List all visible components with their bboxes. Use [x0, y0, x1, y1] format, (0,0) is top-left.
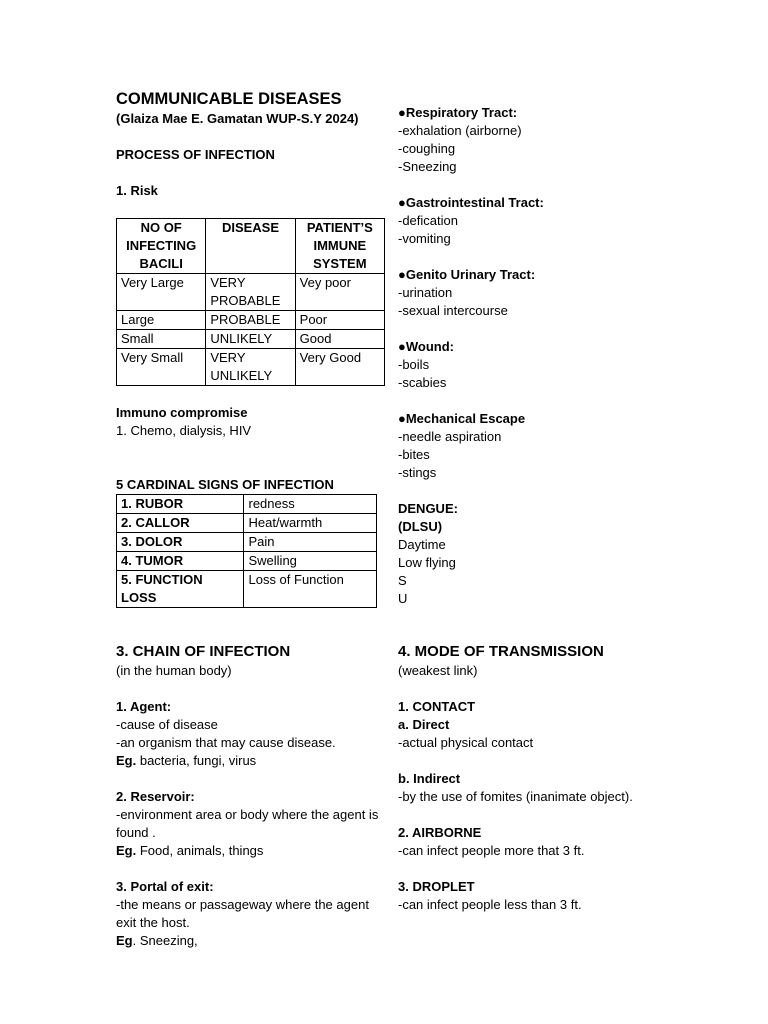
- table-row: [117, 311, 385, 330]
- table-cell: 2. CALLOR: [117, 514, 244, 533]
- table-cell: Swelling: [244, 552, 377, 571]
- table-row: [117, 330, 385, 349]
- agent-line: -cause of disease: [116, 717, 218, 732]
- table-cell: PROBABLE: [206, 311, 295, 330]
- right-column: [398, 104, 668, 914]
- table-row: [117, 552, 377, 571]
- list-item: -bites: [398, 447, 430, 462]
- page-title: COMMUNICABLE DISEASES: [116, 90, 342, 108]
- airborne-heading: 2. AIRBORNE: [398, 825, 482, 840]
- risk-heading: 1. Risk: [116, 183, 158, 198]
- table-cell: Poor: [295, 311, 384, 330]
- table-cell: VERY PROBABLE: [206, 274, 295, 311]
- table-row: [117, 571, 377, 608]
- reservoir-line: -environment area or body where the agent is found .: [116, 807, 379, 840]
- agent-line: -an organism that may cause disease.: [116, 735, 336, 750]
- direct-text: -actual physical contact: [398, 735, 534, 750]
- portal-group-heading: ●Wound:: [398, 339, 454, 354]
- indirect-text: -by the use of fomites (inanimate object).: [398, 789, 633, 804]
- direct-heading: a. Direct: [398, 717, 450, 732]
- portal-group-heading: ●Gastrointestinal Tract:: [398, 195, 544, 210]
- table-cell: Heat/warmth: [244, 514, 377, 533]
- list-item: -exhalation (airborne): [398, 123, 522, 138]
- portal-heading: 3. Portal of exit:: [116, 879, 214, 894]
- portal-example: [116, 932, 386, 950]
- mode-heading: 4. MODE OF TRANSMISSION: [398, 643, 604, 660]
- list-item: Daytime: [398, 537, 446, 552]
- example-label: Eg.: [116, 843, 137, 858]
- table-header-cell: NO OF INFECTING BACILI: [117, 219, 206, 274]
- table-cell: 3. DOLOR: [117, 533, 244, 552]
- list-item: U: [398, 591, 408, 606]
- portal-group-heading: ●Genito Urinary Tract:: [398, 267, 536, 282]
- example-label: Eg: [116, 933, 133, 948]
- portal-line: -the means or passageway where the agent exit the host.: [116, 897, 369, 930]
- immuno-item: 1. Chemo, dialysis, HIV: [116, 423, 252, 438]
- table-cell: Loss of Function: [244, 571, 377, 608]
- list-item: -needle aspiration: [398, 429, 502, 444]
- table-row: [117, 495, 377, 514]
- table-cell: 1. RUBOR: [117, 495, 244, 514]
- author-line: (Glaiza Mae E. Gamatan WUP-S.Y 2024): [116, 111, 359, 126]
- table-cell: Pain: [244, 533, 377, 552]
- table-cell: Large: [117, 311, 206, 330]
- cardinal-signs-table: [116, 494, 377, 608]
- table-header-row: [117, 219, 385, 274]
- table-cell: Vey poor: [295, 274, 384, 311]
- example-text: . Sneezing,: [132, 933, 198, 948]
- left-column: [116, 88, 386, 950]
- droplet-text: -can infect people less than 3 ft.: [398, 897, 582, 912]
- list-item: -scabies: [398, 375, 447, 390]
- list-item: S: [398, 573, 407, 588]
- list-item: -stings: [398, 465, 437, 480]
- contact-heading: 1. CONTACT: [398, 699, 476, 714]
- table-row: [117, 349, 385, 386]
- dengue-heading: DENGUE:: [398, 501, 458, 516]
- table-cell: redness: [244, 495, 377, 514]
- example-text: Food, animals, things: [136, 843, 264, 858]
- table-cell: Very Large: [117, 274, 206, 311]
- table-cell: Very Small: [117, 349, 206, 386]
- table-row: [117, 274, 385, 311]
- list-item: -vomiting: [398, 231, 451, 246]
- table-header-cell: DISEASE: [206, 219, 295, 274]
- table-row: [117, 533, 377, 552]
- portal-group-heading: ●Respiratory Tract:: [398, 105, 518, 120]
- reservoir-example: [116, 842, 386, 860]
- chain-heading: 3. CHAIN OF INFECTION: [116, 643, 291, 660]
- agent-heading: 1. Agent:: [116, 699, 172, 714]
- table-cell: Good: [295, 330, 384, 349]
- table-cell: Very Good: [295, 349, 384, 386]
- airborne-text: -can infect people more that 3 ft.: [398, 843, 585, 858]
- table-cell: 5. FUNCTION LOSS: [117, 571, 244, 608]
- list-item: -coughing: [398, 141, 456, 156]
- cardinal-heading: 5 CARDINAL SIGNS OF INFECTION: [116, 477, 334, 492]
- risk-table: [116, 218, 385, 386]
- table-cell: 4. TUMOR: [117, 552, 244, 571]
- table-cell: Small: [117, 330, 206, 349]
- list-item: -sexual intercourse: [398, 303, 508, 318]
- example-text: bacteria, fungi, virus: [136, 753, 257, 768]
- dengue-subheading: (DLSU): [398, 519, 443, 534]
- agent-example: [116, 752, 386, 770]
- table-cell: UNLIKELY: [206, 330, 295, 349]
- mode-subheading: (weakest link): [398, 663, 478, 678]
- portal-group-heading: ●Mechanical Escape: [398, 411, 526, 426]
- reservoir-heading: 2. Reservoir:: [116, 789, 195, 804]
- droplet-heading: 3. DROPLET: [398, 879, 475, 894]
- list-item: Low flying: [398, 555, 456, 570]
- list-item: -urination: [398, 285, 453, 300]
- immuno-heading: Immuno compromise: [116, 405, 248, 420]
- example-label: Eg.: [116, 753, 137, 768]
- list-item: -Sneezing: [398, 159, 457, 174]
- indirect-heading: b. Indirect: [398, 771, 461, 786]
- chain-subheading: (in the human body): [116, 663, 232, 678]
- table-header-cell: PATIENT’S IMMUNE SYSTEM: [295, 219, 384, 274]
- list-item: -boils: [398, 357, 430, 372]
- table-cell: VERY UNLIKELY: [206, 349, 295, 386]
- list-item: -defication: [398, 213, 458, 228]
- process-heading: PROCESS OF INFECTION: [116, 147, 275, 162]
- table-row: [117, 514, 377, 533]
